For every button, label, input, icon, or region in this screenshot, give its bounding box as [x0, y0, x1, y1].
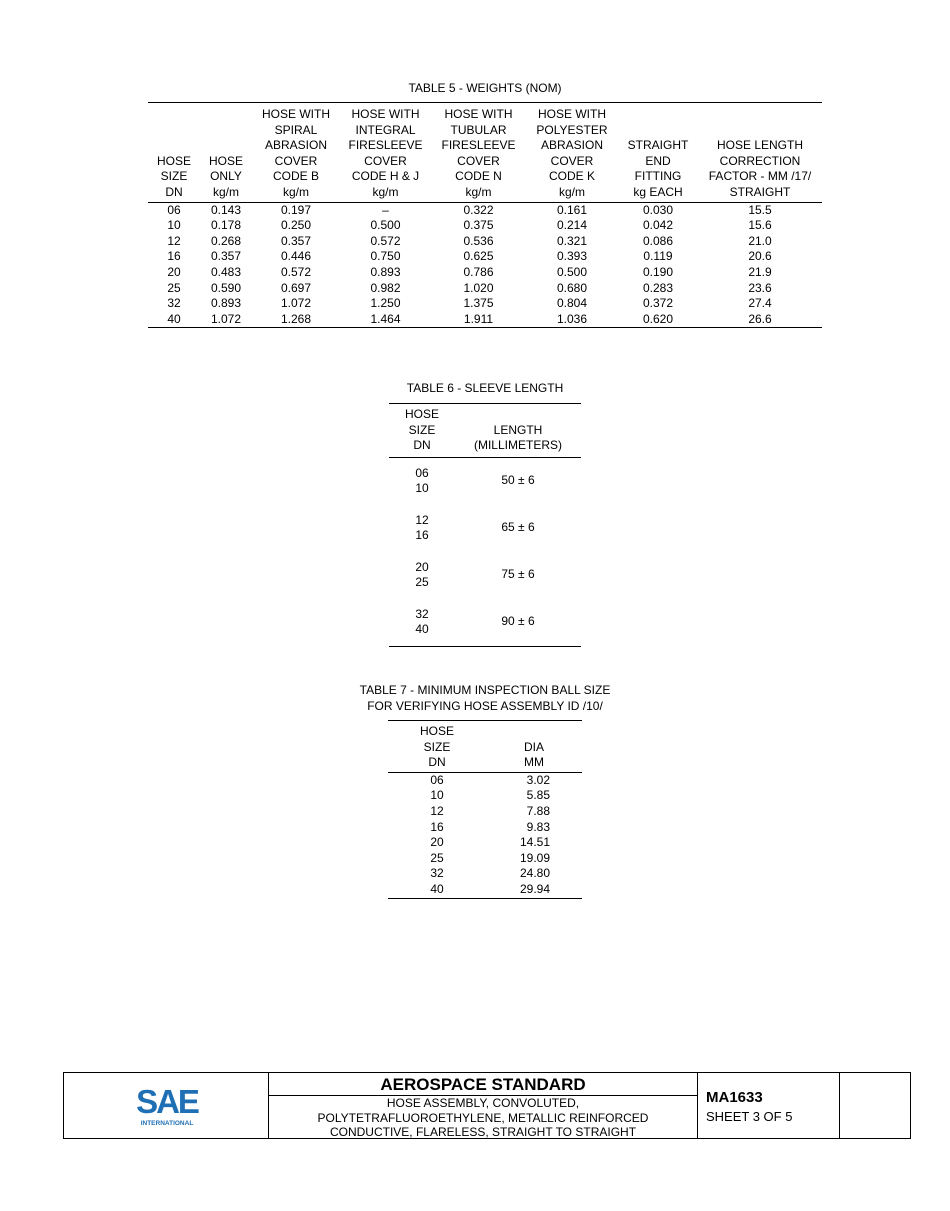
table-cell: 06 — [167, 202, 181, 217]
column-header — [200, 103, 252, 203]
size-cell: 40 — [430, 881, 444, 896]
dia-cell: 29.94 — [519, 881, 550, 896]
length-cell: 75 ± 6 — [501, 567, 535, 582]
length-cell: 50 ± 6 — [501, 473, 535, 488]
header-line: COVER — [457, 153, 500, 168]
table-cell: 0.536 — [463, 233, 494, 248]
header-line: SIZE — [408, 422, 436, 437]
table-cell: 0.322 — [463, 202, 494, 217]
size-cell — [389, 599, 455, 647]
weights-table — [148, 102, 822, 328]
header-line: CORRECTION — [719, 153, 801, 168]
table-cell: 25 — [167, 280, 181, 295]
header-line: kg/m — [465, 184, 492, 199]
table-cell: 0.697 — [280, 280, 312, 295]
size-cell: 32 — [430, 866, 444, 881]
column-header — [340, 103, 431, 203]
table-cell: 21.0 — [748, 233, 772, 248]
title-cell — [269, 1073, 698, 1138]
table-row — [389, 505, 581, 552]
size-value: 20 — [415, 559, 429, 574]
header-line: DN — [428, 755, 446, 770]
size-value: 16 — [415, 528, 429, 543]
table-row — [388, 866, 582, 882]
sae-logo-text: SAE — [136, 1085, 198, 1120]
size-cell: 20 — [430, 835, 444, 850]
length-cell: 90 ± 6 — [501, 614, 535, 629]
size-value: 12 — [415, 512, 429, 527]
header-line: HOSE — [208, 153, 243, 168]
table-row — [388, 788, 582, 804]
table-cell: 16 — [167, 249, 181, 264]
table-cell: 0.161 — [556, 202, 588, 217]
table-row — [148, 249, 822, 265]
description-line: HOSE ASSEMBLY, CONVOLUTED, — [386, 1096, 580, 1110]
description-line: CONDUCTIVE, FLARELESS, STRAIGHT TO STRAIGHT — [329, 1125, 637, 1139]
table-cell: 0.268 — [210, 233, 242, 248]
table6-caption: TABLE 6 - SLEEVE LENGTH — [406, 381, 564, 395]
table-cell: – — [382, 202, 389, 217]
table-cell: 0.750 — [370, 249, 401, 264]
header-line: kg/m — [372, 184, 399, 199]
table-row — [148, 312, 822, 328]
header-line: SPIRAL — [274, 122, 318, 137]
column-header — [148, 103, 200, 203]
table-cell: 23.6 — [748, 280, 772, 295]
table-cell: 0.572 — [370, 233, 401, 248]
table-row — [148, 296, 822, 312]
table-cell: 0.357 — [280, 233, 312, 248]
table-cell: 0.086 — [642, 233, 674, 248]
column-header — [698, 103, 822, 203]
table-cell: 1.036 — [556, 311, 588, 326]
table-row — [389, 599, 581, 647]
header-line: CODE N — [455, 169, 502, 184]
size-cell: 16 — [430, 819, 444, 834]
table-cell: 0.393 — [556, 249, 588, 264]
standard-description — [269, 1096, 697, 1140]
header-line: END — [645, 153, 671, 168]
size-value: 10 — [415, 481, 429, 496]
table-cell: 0.590 — [210, 280, 242, 295]
header-line: kg/m — [558, 184, 585, 199]
sleeve-length-table — [389, 403, 581, 647]
inspection-ball-table — [388, 720, 582, 899]
table-cell: 0.214 — [556, 218, 588, 233]
table-cell: 0.042 — [642, 218, 674, 233]
length-cell: 65 ± 6 — [501, 520, 535, 535]
header-line: CODE H & J — [351, 169, 420, 184]
header-line: ONLY — [210, 169, 242, 184]
table-cell: 0.572 — [280, 264, 312, 279]
table-cell: 40 — [167, 311, 181, 326]
table-cell: 1.268 — [280, 311, 312, 326]
size-cell: 12 — [430, 803, 444, 818]
size-value: 06 — [415, 465, 429, 480]
size-cell — [389, 505, 455, 552]
table-cell: 0.283 — [642, 280, 674, 295]
header-line: HOSE WITH — [262, 107, 330, 121]
table-row — [388, 772, 582, 788]
table-cell: 0.143 — [210, 202, 242, 217]
table-cell: 0.030 — [642, 202, 674, 217]
header-line: LENGTH — [493, 422, 543, 437]
dia-cell: 5.85 — [526, 788, 550, 803]
table-cell: 1.911 — [463, 311, 494, 326]
table-cell: 0.982 — [370, 280, 401, 295]
header-line: kg EACH — [633, 184, 683, 199]
table-cell: 0.500 — [556, 264, 588, 279]
header-line: INTEGRAL — [355, 122, 416, 137]
document-number: MA1633 — [706, 1089, 763, 1106]
header-line: FIRESLEEVE — [348, 138, 423, 153]
size-cell — [389, 552, 455, 599]
table-cell: 12 — [167, 233, 181, 248]
document-id-cell — [698, 1073, 840, 1138]
column-header — [431, 103, 526, 203]
header-line: HOSE WITH — [538, 107, 606, 121]
table-cell: 0.625 — [463, 249, 494, 264]
table-cell: 1.072 — [210, 311, 242, 326]
size-value: 25 — [415, 575, 429, 590]
header-line: HOSE — [156, 153, 191, 168]
header-line: ABRASION — [540, 138, 603, 153]
header-line: DIA — [523, 739, 544, 754]
logo-cell — [64, 1073, 269, 1138]
table-cell: 21.9 — [748, 264, 772, 279]
table-cell: 20.6 — [748, 249, 772, 264]
description-line: POLYTETRAFLUOROETHYLENE, METALLIC REINFORCED — [317, 1110, 649, 1125]
table-row — [148, 202, 822, 218]
size-value: 32 — [415, 606, 429, 621]
dia-cell: 7.88 — [526, 803, 550, 818]
title-block — [63, 1072, 911, 1139]
header-line: kg/m — [282, 184, 309, 199]
size-cell: 06 — [430, 772, 444, 787]
size-value: 40 — [415, 622, 429, 637]
table-cell: 27.4 — [748, 296, 772, 311]
table-cell: 1.464 — [370, 311, 401, 326]
table-cell: 20 — [167, 264, 181, 279]
table-cell: 0.321 — [556, 233, 588, 248]
header-line: POLYESTER — [536, 122, 608, 137]
column-header — [252, 103, 340, 203]
header-line: FITTING — [634, 169, 682, 184]
column-header — [388, 721, 486, 773]
column-header — [486, 721, 582, 773]
header-line: SIZE — [423, 739, 451, 754]
dia-cell: 9.83 — [526, 819, 550, 834]
header-line: HOSE WITH — [351, 107, 420, 121]
header-line: (MILLIMETERS) — [473, 438, 562, 453]
table-row — [148, 265, 822, 281]
table5-caption: TABLE 5 - WEIGHTS (NOM) — [408, 81, 562, 95]
table7-caption-line1: TABLE 7 - MINIMUM INSPECTION BALL SIZE — [359, 683, 611, 697]
header-line: COVER — [274, 153, 318, 168]
dia-cell: 19.09 — [519, 850, 550, 865]
table-cell: 32 — [167, 296, 181, 311]
sae-logo — [132, 1085, 202, 1127]
header-line: FIRESLEEVE — [441, 138, 516, 153]
header-line: DN — [413, 438, 431, 453]
table-cell: 1.020 — [463, 280, 494, 295]
table-cell: 0.620 — [642, 311, 674, 326]
column-header — [455, 404, 581, 458]
table-cell: 1.375 — [463, 296, 494, 311]
table-cell: 0.680 — [556, 280, 588, 295]
column-header — [618, 103, 698, 203]
table-cell: 15.5 — [748, 202, 772, 217]
header-line: SIZE — [160, 169, 188, 184]
blank-cell — [840, 1073, 911, 1138]
table-cell: 0.804 — [556, 296, 588, 311]
header-line: HOSE — [404, 407, 439, 421]
header-line: COVER — [364, 153, 407, 168]
table-row — [148, 218, 822, 234]
table-cell: 0.786 — [463, 264, 494, 279]
table-cell: 26.6 — [748, 311, 772, 326]
table-row — [388, 835, 582, 851]
table-cell: 0.178 — [210, 218, 242, 233]
header-line: HOSE LENGTH — [716, 138, 803, 153]
table-row — [388, 804, 582, 820]
table-cell: 0.893 — [370, 264, 401, 279]
sae-logo-subtext: INTERNATIONAL — [140, 1120, 194, 1127]
table-row — [389, 457, 581, 505]
header-line: TUBULAR — [450, 122, 507, 137]
header-line: kg/m — [212, 184, 239, 199]
table-cell: 0.375 — [463, 218, 494, 233]
table-row — [148, 234, 822, 250]
table7-caption-line2: FOR VERIFYING HOSE ASSEMBLY ID /10/ — [367, 699, 603, 713]
header-line: MM — [524, 755, 544, 770]
header-line: STRAIGHT — [627, 138, 689, 153]
table-cell: 0.197 — [280, 202, 312, 217]
header-line: HOSE WITH — [444, 107, 513, 121]
size-cell: 25 — [430, 850, 444, 865]
header-line: DN — [165, 184, 183, 199]
table-cell: 1.250 — [370, 296, 401, 311]
column-header — [389, 404, 455, 458]
header-line: STRAIGHT — [729, 184, 791, 199]
standard-title: AEROSPACE STANDARD — [269, 1073, 697, 1096]
table-cell: 0.357 — [210, 249, 242, 264]
column-header — [526, 103, 618, 203]
table-row — [388, 851, 582, 867]
table-cell: 0.372 — [642, 296, 674, 311]
size-cell — [389, 457, 455, 505]
table-row — [388, 882, 582, 898]
table-cell: 10 — [167, 218, 181, 233]
table-cell: 0.119 — [643, 249, 673, 264]
table-cell: 0.483 — [210, 264, 242, 279]
table-cell: 15.6 — [748, 218, 772, 233]
dia-cell: 24.80 — [519, 866, 550, 881]
header-line: CODE K — [548, 169, 595, 184]
table7-caption — [330, 682, 640, 714]
size-cell: 10 — [430, 788, 444, 803]
table-cell: 0.446 — [280, 249, 312, 264]
sheet-number: SHEET 3 OF 5 — [706, 1109, 793, 1124]
header-line: FACTOR - MM /17/ — [708, 169, 812, 184]
table-cell: 0.190 — [642, 264, 674, 279]
table-cell: 1.072 — [280, 296, 312, 311]
table-cell: 0.250 — [280, 218, 312, 233]
header-line: COVER — [550, 153, 594, 168]
header-line: CODE B — [272, 169, 319, 184]
dia-cell: 3.02 — [526, 772, 550, 787]
table-cell: 0.893 — [210, 296, 242, 311]
header-line: HOSE — [419, 724, 454, 738]
dia-cell: 14.51 — [519, 835, 550, 850]
table-row — [148, 281, 822, 297]
table-cell: 0.500 — [370, 218, 401, 233]
table-row — [389, 552, 581, 599]
header-line: ABRASION — [264, 138, 327, 153]
table-row — [388, 820, 582, 836]
